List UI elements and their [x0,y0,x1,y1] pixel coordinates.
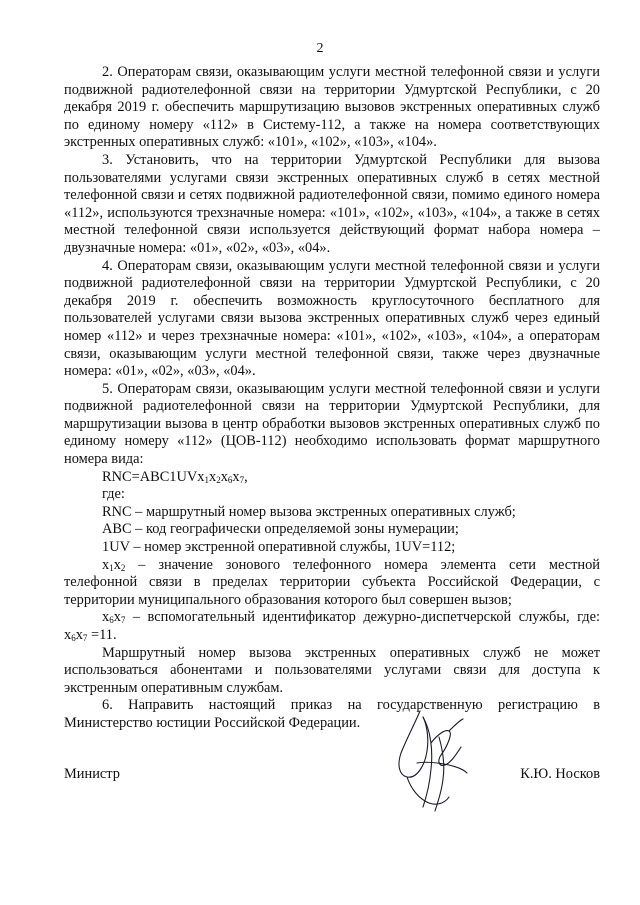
definition-rnc: RNC – маршрутный номер вызова экстренных оперативных служб; [102,503,516,520]
document-body [64,64,600,733]
definition-x1x2: $x_1x_2$ – значение зонового телефонного номера элемента сети местной телефонной связи в пределах территории субъекта Российской Федерации, с территории муниципального образования которого был совершен вызов; [64,556,600,608]
signatory-name: К.Ю. Носков [520,766,600,782]
definition-abc: ABC – код географически определяемой зоны нумерации; [102,521,459,538]
paragraph-3: 3. Установить, что на территории Удмуртской Республики для вызова пользователями услугами связи экстренных оперативных служб в сетях местной телефонной связи и сетях подвижной радиотелефонной связи, помимо единого номера «112», используются трехзначные номера: «101», «102», «103», «104», а также в сетях местной телефонной связи используется действующий формат набора номера – двузначные номера: «01», «02», «03», «04». [64,151,600,256]
definition-1uv: 1UV – номер экстренной оперативной службы, 1UV=112; [102,539,456,556]
paragraph-2: 2. Операторам связи, оказывающим услуги местной телефонной связи и услуги подвижной радиотелефонной связи на территории Удмуртской Республики, с 20 декабря 2019 г. обеспечить маршрутизацию вызовов экстренных оперативных служб по единому номеру «112» в Систему-112, а также на номера соответствующих экстренных оперативных служб: «101», «102», «103», «104». [64,64,600,151]
definition-x6x7: $x_6x_7$ – вспомогательный идентификатор дежурно-диспетчерской службы, где: $x_6x_7 =11$. [64,609,600,643]
routing-number-formula: $RNC=ABC1UVx_1x_2x_6x_7$, [102,468,248,485]
paragraph-6: 6. Направить настоящий приказ на государственную регистрацию в Министерство юстиции Российской Федерации. [64,697,600,731]
signatory-title: Министр [64,766,120,782]
paragraph-4: 4. Операторам связи, оказывающим услуги местной телефонной связи и услуги подвижной радиотелефонной связи на территории Удмуртской Республики, с 20 декабря 2019 г. обеспечить возможность круглосуточного бесплатного для пользователей услугами связи вызова экстренных оперативных служб через единый номер «112» и через трехзначные номера: «101», «102», «103», «104», а операторам связи, оказывающим услуги местной телефонной связи, также через двузначные номера: «01», «02», «03», «04». [64,257,600,380]
paragraph-5: 5. Операторам связи, оказывающим услуги местной телефонной связи и услуги подвижной радиотелефонной связи на территории Удмуртской Республики, для маршрутизации вызова в центр обработки вызовов экстренных оперативных служб по единому номеру «112» (ЦОВ-112) необходимо использовать формат маршрутного номера вида: [64,380,600,468]
handwritten-signature [387,703,477,823]
page-number: 2 [316,41,324,56]
where-label: где: [102,486,125,503]
paragraph-note: Маршрутный номер вызова экстренных оперативных служб не может использоваться абонентами и пользователями услугами связи для доступа к экстренным оперативным службам. [64,644,600,696]
